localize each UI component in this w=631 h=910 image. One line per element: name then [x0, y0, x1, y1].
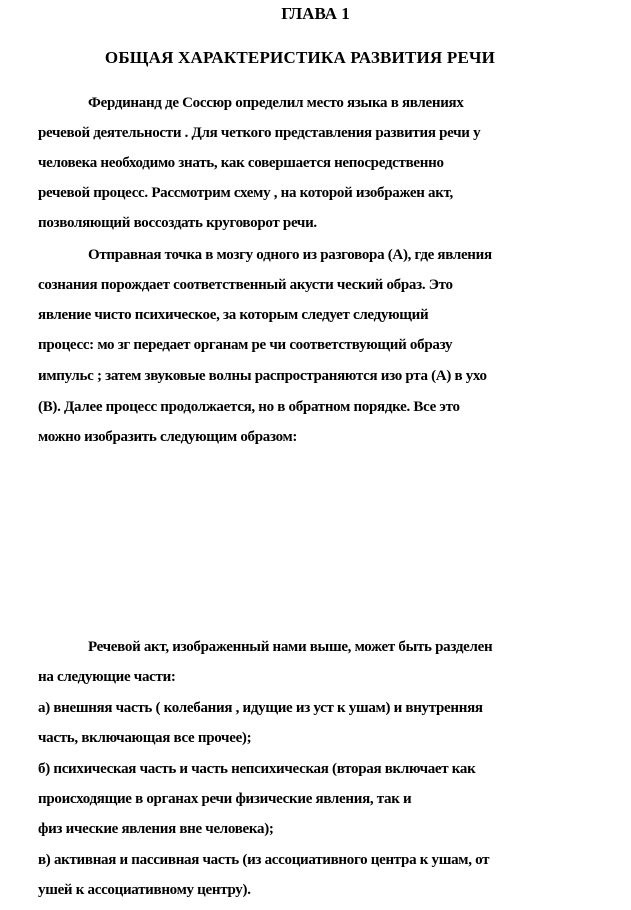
text-line: ушей к ассоциативному центру).: [38, 882, 251, 898]
text-line: происходящие в органах речи физические явления, так и: [38, 791, 412, 807]
text-line: (В). Далее процесс продолжается, но в обратном порядке. Все это: [38, 399, 460, 415]
text-line: позволяющий воссоздать круговорот речи.: [38, 215, 317, 231]
text-line: речевой процесс. Рассмотрим схему , на которой изображен акт,: [38, 185, 453, 201]
text-line: часть, включающая все прочее);: [38, 730, 252, 746]
text-line: импульс ; затем звуковые волны распространяются изо рта (А) в ухо: [38, 368, 487, 384]
chapter-heading: ГЛАВА 1: [281, 4, 350, 23]
text-line: в) активная и пассивная часть (из ассоциативного центра к ушам, от: [38, 852, 490, 868]
text-line: б) психическая часть и часть непсихическая (вторая включает как: [38, 761, 476, 777]
text-line: сознания порождает соответственный акусти ческий образ. Это: [38, 277, 453, 293]
text-line: на следующие части:: [38, 669, 176, 685]
text-line: явление чисто психическое, за которым следует следующий: [38, 307, 429, 323]
text-line: а) внешняя часть ( колебания , идущие из уст к ушам) и внутренняя: [38, 700, 483, 716]
text-line: процесс: мо зг передает органам ре чи соответствующий образу: [38, 337, 453, 353]
text-line: речевой деятельности . Для четкого представления развития речи у: [38, 125, 481, 141]
text-line: можно изобразить следующим образом:: [38, 429, 298, 445]
text-line: Фердинанд де Соссюр определил место языка в явлениях: [88, 95, 464, 111]
text-line: физ ические явления вне человека);: [38, 821, 274, 837]
text-line: Отправная точка в мозгу одного из разговора (А), где явления: [88, 247, 492, 263]
text-line: человека необходимо знать, как совершается непосредственно: [38, 155, 444, 171]
chapter-title: ОБЩАЯ ХАРАКТЕРИСТИКА РАЗВИТИЯ РЕЧИ: [104, 48, 496, 67]
text-line: Речевой акт, изображенный нами выше, может быть разделен: [88, 639, 493, 655]
